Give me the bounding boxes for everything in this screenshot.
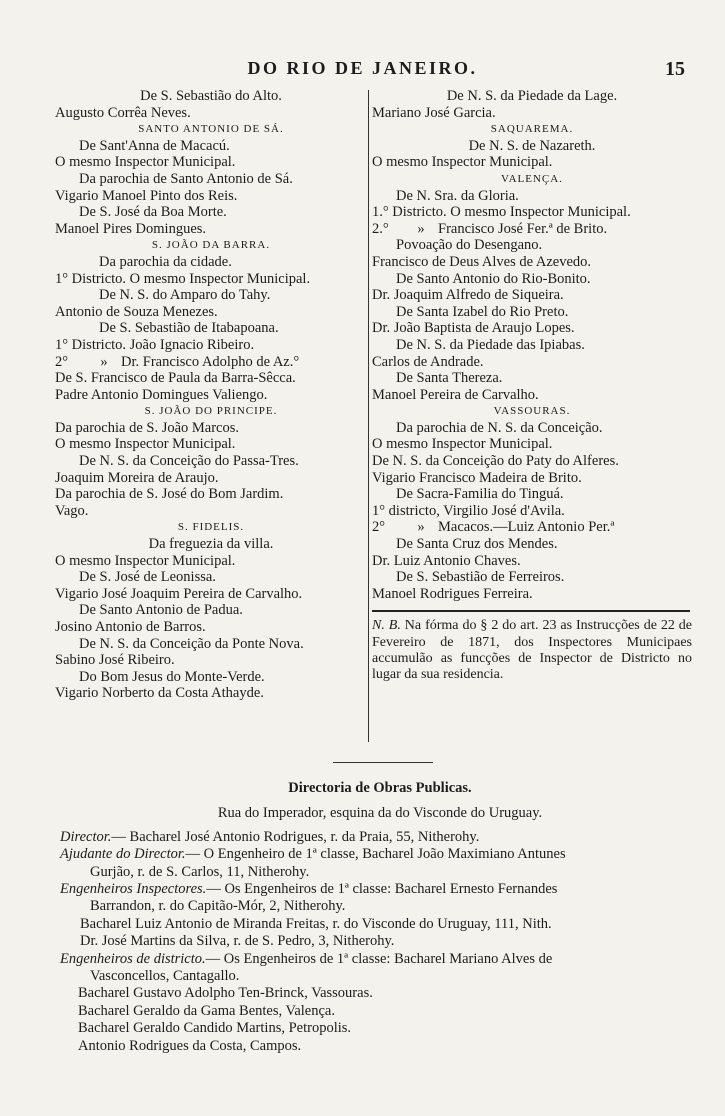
ditto-mark: »: [417, 220, 425, 237]
right-column: [372, 88, 692, 683]
inspectores-text: — Os Engenheiros de 1ª classe: Bacharel Ernesto Fernandes: [206, 881, 558, 898]
nota-bene: [372, 618, 692, 683]
directory-entry: De S. Francisco de Paula da Barra-Sêcca.: [55, 370, 296, 387]
directory-entry: De S. Sebastião do Alto.: [140, 88, 282, 104]
directoria-address: Rua do Imperador, esquina da do Visconde do Uruguay.: [217, 805, 543, 822]
inspector-line: Bacharel Luiz Antonio de Miranda Freitas, r. do Visconde do Uruguay, 111, Nith.: [80, 915, 552, 932]
section-heading: S. JOÃO DA BARRA.: [151, 239, 271, 252]
section-divider: [333, 762, 433, 763]
directory-entry: De Santo Antonio de Padua.: [79, 602, 243, 619]
directory-entry: Antonio de Souza Menezes.: [55, 303, 218, 320]
directory-entry: Vigario Manoel Pinto dos Reis.: [55, 187, 238, 204]
districto-line: Bacharel Geraldo da Gama Bentes, Valença.: [78, 1002, 335, 1019]
left-column: [55, 88, 367, 702]
districto-line: Bacharel Geraldo Candido Martins, Petropolis.: [78, 1020, 352, 1037]
ajudante-entry: [60, 846, 700, 863]
directory-entry: De Sacra-Familia do Tinguá.: [396, 486, 564, 503]
directory-entry-row: [372, 519, 692, 536]
directory-entry: Manoel Pires Domingues.: [55, 220, 207, 237]
ajudante-text: — O Engenheiro de 1ª classe, Bacharel João Maximiano Antunes: [185, 846, 566, 863]
directory-entry: Da parochia de S. João Marcos.: [55, 419, 240, 436]
directory-entry: Dr. João Baptista de Araujo Lopes.: [372, 320, 575, 337]
districto-entry: [60, 951, 700, 968]
inspectores-role: Engenheiros Inspectores.: [60, 881, 207, 898]
entry-text: Francisco José Fer.ª de Brito.: [438, 220, 608, 237]
directory-entry: Manoel Rodrigues Ferreira.: [372, 585, 533, 602]
directory-entry-row: [55, 354, 367, 371]
district-number: 2°: [55, 353, 69, 370]
directory-entry: O mesmo Inspector Municipal.: [55, 154, 236, 171]
directory-entry: 1.° Districto. O mesmo Inspector Municipal.: [372, 204, 631, 221]
column-divider: [368, 90, 369, 742]
directory-entry: De Santa Cruz dos Mendes.: [396, 536, 558, 553]
inspectores-entry: [60, 881, 700, 898]
directory-entry: Francisco de Deus Alves de Azevedo.: [372, 253, 592, 270]
entry-text: Macacos.—Luiz Antonio Per.ª: [438, 519, 615, 536]
directory-entry: Joaquim Moreira de Araujo.: [55, 469, 219, 486]
section-heading: SAQUAREMA.: [490, 123, 574, 136]
right-column-entries: [372, 88, 692, 602]
directory-entry: De Santa Izabel do Rio Preto.: [396, 303, 569, 320]
directory-entry: Vigario José Joaquim Pereira de Carvalho.: [55, 585, 303, 602]
ditto-mark: »: [100, 353, 108, 370]
ajudante-cont: Gurjão, r. de S. Carlos, 11, Nitherohy.: [90, 863, 310, 880]
district-number: 2.°: [372, 220, 389, 237]
directory-entry: Da freguezia da villa.: [148, 536, 274, 553]
directory-entry: 1° Districto. O mesmo Inspector Municipal.: [55, 270, 311, 287]
page-number: 15: [665, 58, 685, 80]
directory-entry: De S. Sebastião de Itabapoana.: [99, 320, 279, 337]
entry-text: Dr. Francisco Adolpho de Az.°: [121, 353, 300, 370]
ditto-mark: »: [417, 519, 425, 536]
directory-entry: 1° districto, Virgilio José d'Avila.: [372, 502, 565, 519]
nota-text: Na fórma do § 2 do art. 23 as Instrucções de 22 de Fevereiro de 1871, dos Inspectores Municipaes accumulão as funcções de Inspector de Districto no lugar da sua residencia.: [372, 618, 693, 683]
directory-entry: De Santa Thereza.: [396, 370, 503, 387]
directory-entry: De N. S. da Piedade da Lage.: [446, 88, 618, 104]
directory-entry: Da parochia de Santo Antonio de Sá.: [79, 170, 293, 187]
directory-entry: De Sant'Anna de Macacú.: [79, 137, 230, 154]
directory-entry: Dr. Luiz Antonio Chaves.: [372, 552, 521, 569]
directory-entry: Mariano José Garcia.: [372, 104, 496, 121]
inspector-line: Dr. José Martins da Silva, r. de S. Pedro, 3, Nitherohy.: [80, 933, 395, 950]
directory-entry: De N. Sra. da Gloria.: [396, 187, 519, 204]
directory-entry: Do Bom Jesus do Monte-Verde.: [79, 668, 265, 685]
section-heading: SANTO ANTONIO DE SÁ.: [138, 123, 284, 136]
inspectores-cont: Barrandon, r. do Capitão-Mór, 2, Nitherohy.: [90, 898, 346, 915]
directory-entry: De S. José da Boa Morte.: [79, 204, 227, 221]
districto-line: Bacharel Gustavo Adolpho Ten-Brinck, Vassouras.: [78, 985, 373, 1002]
directory-entry: Vigario Norberto da Costa Athayde.: [55, 685, 264, 702]
nota-rule: [372, 610, 690, 612]
section-heading: VALENÇA.: [501, 172, 563, 185]
directory-entry: 1° Districto. João Ignacio Ribeiro.: [55, 336, 255, 353]
nota-label: N. B.: [372, 618, 401, 634]
directory-entry: Da parochia da cidade.: [99, 253, 232, 270]
districto-line: Antonio Rodrigues da Costa, Campos.: [78, 1037, 302, 1054]
directoria-heading: Directoria de Obras Publicas.: [288, 780, 472, 796]
directory-entry: Josino Antonio de Barros.: [55, 619, 206, 635]
director-text: — Bacharel José Antonio Rodrigues, r. da Praia, 55, Nitherohy.: [111, 828, 480, 845]
section-heading: VASSOURAS.: [493, 405, 571, 418]
page-title: DO RIO DE JANEIRO.: [247, 58, 478, 78]
directory-entry: De N. S. da Conceição do Paty do Alferes.: [372, 453, 619, 470]
directory-entry: De N. S. de Nazareth.: [468, 137, 596, 154]
director-entry: [60, 829, 700, 846]
directoria-section: [60, 780, 700, 1055]
directory-entry: O mesmo Inspector Municipal.: [372, 436, 553, 453]
directory-entry: Padre Antonio Domingues Valiengo.: [55, 386, 268, 403]
directory-entry: De S. Sebastião de Ferreiros.: [396, 569, 565, 586]
ajudante-role: Ajudante do Director.: [60, 846, 186, 863]
directory-entry: O mesmo Inspector Municipal.: [55, 552, 236, 569]
directory-entry: Da parochia de N. S. da Conceição.: [396, 419, 603, 436]
directory-entry: Augusto Corrêa Neves.: [55, 104, 191, 121]
directory-entry-row: [372, 221, 692, 238]
directory-entry: De Santo Antonio do Rio-Bonito.: [396, 270, 591, 287]
directory-entry: Carlos de Andrade.: [372, 353, 484, 370]
districto-cont: Vasconcellos, Cantagallo.: [90, 968, 240, 985]
page-header: [0, 58, 725, 82]
directory-entry: Vigario Francisco Madeira de Brito.: [372, 469, 582, 486]
directory-entry: Dr. Joaquim Alfredo de Siqueira.: [372, 287, 564, 304]
directory-entry: Manoel Pereira de Carvalho.: [372, 386, 539, 403]
directory-entry: De N. S. da Piedade das Ipiabas.: [396, 336, 585, 353]
directory-entry: De N. S. do Amparo do Tahy.: [99, 287, 271, 304]
directory-entry: Vago.: [55, 502, 89, 519]
district-number: 2°: [372, 519, 386, 536]
directory-entry: O mesmo Inspector Municipal.: [55, 436, 236, 453]
directory-entry: O mesmo Inspector Municipal.: [372, 154, 553, 171]
section-heading: S. FIDELIS.: [177, 521, 245, 534]
districto-text: — Os Engenheiros de 1ª classe: Bacharel Mariano Alves de: [205, 950, 553, 967]
directory-entry: De S. José de Leonissa.: [79, 569, 216, 586]
directory-entry: De N. S. da Conceição do Passa-Tres.: [79, 453, 299, 470]
directory-entry: Povoação do Desengano.: [396, 237, 543, 254]
section-heading: S. JOÃO DO PRINCIPE.: [144, 405, 278, 418]
districto-role: Engenheiros de districto.: [60, 950, 206, 967]
director-role: Director.: [60, 828, 112, 845]
directory-entry: Sabino José Ribeiro.: [55, 652, 175, 669]
directory-entry: De N. S. da Conceição da Ponte Nova.: [79, 635, 304, 652]
directory-entry: Da parochia de S. José do Bom Jardim.: [55, 486, 284, 503]
